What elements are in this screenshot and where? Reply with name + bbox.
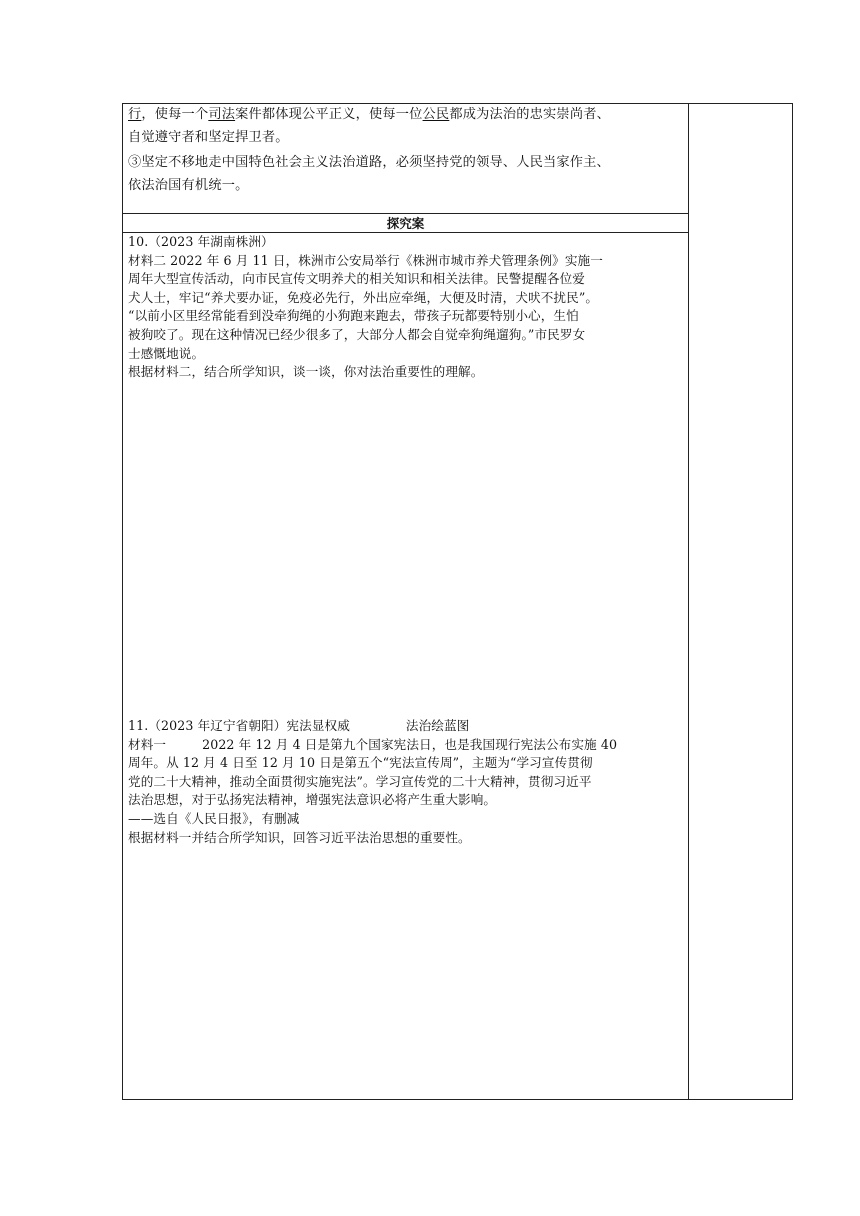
question-11-source: ——选自《人民日报》，有删减 (128, 810, 300, 826)
question-10-line: 士感慨地说。 (128, 345, 205, 361)
question-11-line: 党的二十大精神，推动全面贯彻实施宪法”。学习宣传党的二十大精神，贯彻习近平 (128, 773, 592, 789)
material-label: 材料一 (128, 736, 167, 752)
question-11 (128, 717, 684, 847)
question-10-line: 犬人士，牢记“养犬要办证，免疫必先行，外出应牵绳，大便及时清，犬吠不扰民”。 (128, 289, 599, 305)
underlined-word-gongmin: 公民 (422, 107, 450, 122)
answer-line-1 (128, 104, 684, 127)
question-10-prompt: 根据材料二，结合所学知识，谈一谈，你对法治重要性的理解。 (128, 364, 484, 380)
answer-text: ，使每一个 (141, 107, 209, 122)
question-11-text: 2022 年 12 月 4 日是第九个国家宪法日，也是我国现行宪法公布实施 40 (202, 736, 618, 752)
question-10-line: 被狗咬了。现在这种情况已经少很多了，大部分人都会自觉牵狗绳遛狗。”市民罗女 (128, 326, 586, 342)
question-11-header-b: 法治绘蓝图 (405, 718, 470, 733)
answer-line-3: ③坚定不移地走中国特色社会主义法治道路，必须坚持党的领导、人民当家作主、 (128, 155, 610, 170)
question-11-line: 法治思想，对于弘扬宪法精神，增强宪法意识必将产生重大影响。 (128, 792, 497, 808)
answer-block (128, 104, 684, 197)
section-title: 探究案 (386, 216, 425, 231)
answer-line-2: 自觉遵守者和坚定捍卫者。 (128, 129, 289, 145)
question-10 (128, 233, 684, 382)
question-11-line: 周年。从 12 月 4 日至 12 月 10 日是第五个“宪法宣传周”，主题为“学习宣传贯彻 (128, 755, 593, 771)
underlined-word-sifa: 司法 (208, 107, 236, 122)
right-column-divider (688, 103, 689, 1100)
underlined-word-xing: 行 (128, 107, 142, 122)
answer-text: 案件都体现公平正义，使每一位 (235, 107, 423, 122)
question-10-line: 材料二 2022 年 6 月 11 日，株洲市公安局举行《株洲市城市养犬管理条例》实施一 (128, 252, 603, 268)
question-10-header: 10.（2023 年湖南株洲） (128, 234, 274, 249)
question-10-line: “以前小区里经常能看到没牵狗绳的小狗跑来跑去，带孩子玩都要特别小心，生怕 (128, 308, 579, 324)
question-11-header (128, 717, 684, 736)
question-11-line (128, 736, 684, 755)
answer-text: 都成为法治的忠实崇尚者、 (449, 107, 610, 122)
question-11-header-a: 11.（2023 年辽宁省朝阳）宪法显权威 (128, 718, 350, 733)
question-11-prompt: 根据材料一并结合所学知识，回答习近平法治思想的重要性。 (128, 829, 471, 845)
question-10-line: 周年大型宣传活动，向市民宣传文明养犬的相关知识和相关法律。民警提醒各位爱 (128, 271, 585, 287)
answer-line-4: 依法治国有机统一。 (128, 177, 249, 193)
